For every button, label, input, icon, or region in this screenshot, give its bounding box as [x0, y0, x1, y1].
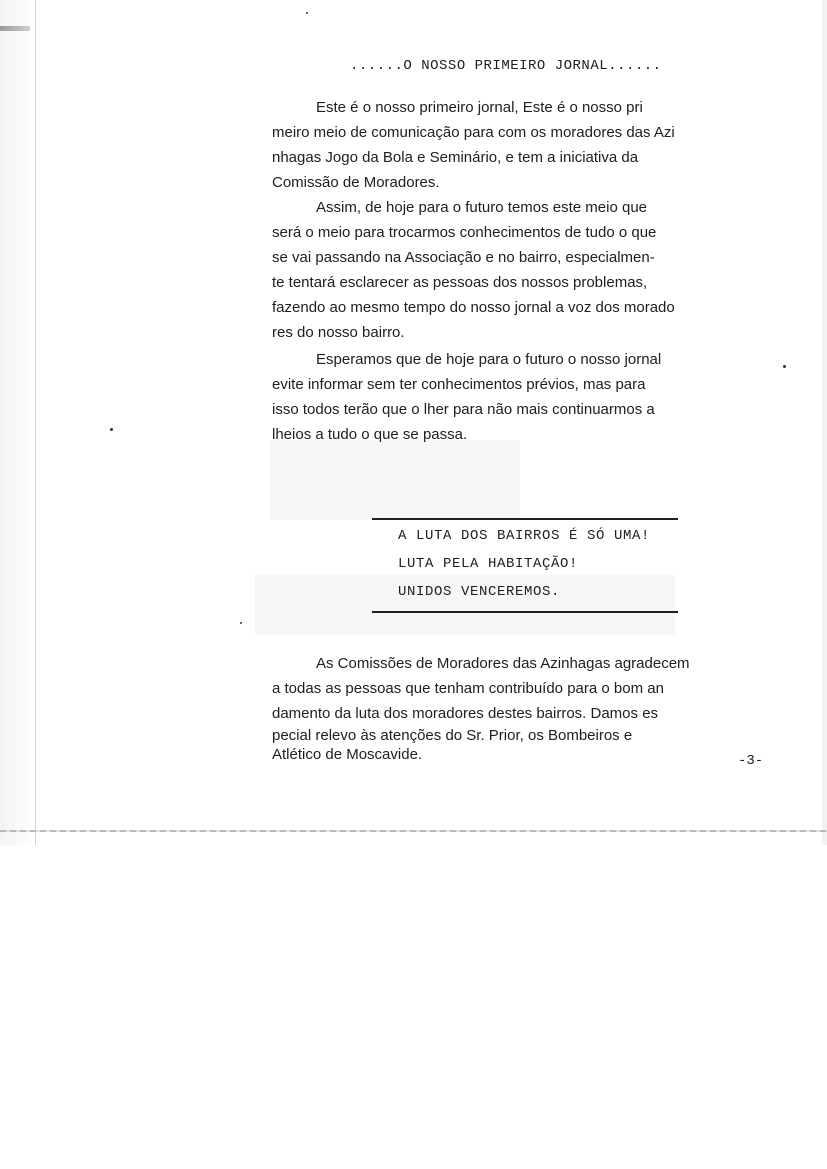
slogan-block [398, 527, 698, 611]
text-line: nhagas Jogo da Bola e Seminário, e tem a iniciativa da [272, 149, 639, 166]
scan-right-edge [822, 0, 827, 845]
slogan-bottom-rule [372, 611, 678, 613]
speck [110, 428, 113, 431]
text-line: evite informar sem ter conhecimentos prévios, mas para [272, 376, 646, 393]
speck [240, 622, 242, 624]
hope-paragraph [272, 347, 772, 447]
text-line: Comissão de Moradores. [272, 174, 440, 191]
slogan-line: UNIDOS VENCEREMOS. [398, 584, 561, 600]
slogan-line: A LUTA DOS BAIRROS É SÓ UMA! [398, 528, 651, 544]
text-line: Este é o nosso primeiro jornal, Este é o nosso pri [316, 99, 643, 116]
text-line: Atlético de Moscavide. [272, 746, 423, 763]
text-line: damento da luta dos moradores destes bairros. Damos es [272, 705, 659, 722]
text-line: res do nosso bairro. [272, 324, 405, 341]
slogan-line: LUTA PELA HABITAÇÃO! [398, 556, 579, 572]
text-line: Esperamos que de hoje para o futuro o nosso jornal [316, 351, 662, 368]
text-line: te tentará esclarecer as pessoas dos nossos problemas, [272, 274, 648, 291]
text-line: Assim, de hoje para o futuro temos este meio que [316, 199, 648, 216]
text-line: pecial relevo às atenções do Sr. Prior, os Bombeiros e [272, 727, 633, 744]
slogan-top-rule [372, 518, 678, 520]
text-line: será o meio para trocarmos conhecimentos de tudo o que [272, 224, 657, 241]
thanks-paragraph [272, 651, 792, 764]
speck [783, 365, 786, 368]
bleed-through-smudge [270, 440, 520, 520]
text-line: a todas as pessoas que tenham contribuído para o bom an [272, 680, 664, 697]
page-title: ......O NOSSO PRIMEIRO JORNAL...... [350, 58, 662, 74]
speck [306, 12, 308, 14]
text-line: meiro meio de comunicação para com os moradores das Azi [272, 124, 675, 141]
page-number: -3- [738, 753, 764, 769]
text-line: isso todos terão que o lher para não mais continuarmos a [272, 401, 655, 418]
intro-paragraph [272, 95, 772, 195]
text-line: se vai passando na Associação e no bairro, especialmen- [272, 249, 655, 266]
text-line: As Comissões de Moradores das Azinhagas agradecem [316, 655, 690, 672]
purpose-paragraph [272, 195, 772, 345]
text-line: fazendo ao mesmo tempo do nosso jornal a voz dos morado [272, 299, 675, 316]
paper-bottom-edge [0, 830, 827, 832]
scan-corner-mark [0, 26, 30, 31]
text-line: lheios a tudo o que se passa. [272, 426, 468, 443]
scan-left-edge [0, 0, 36, 845]
